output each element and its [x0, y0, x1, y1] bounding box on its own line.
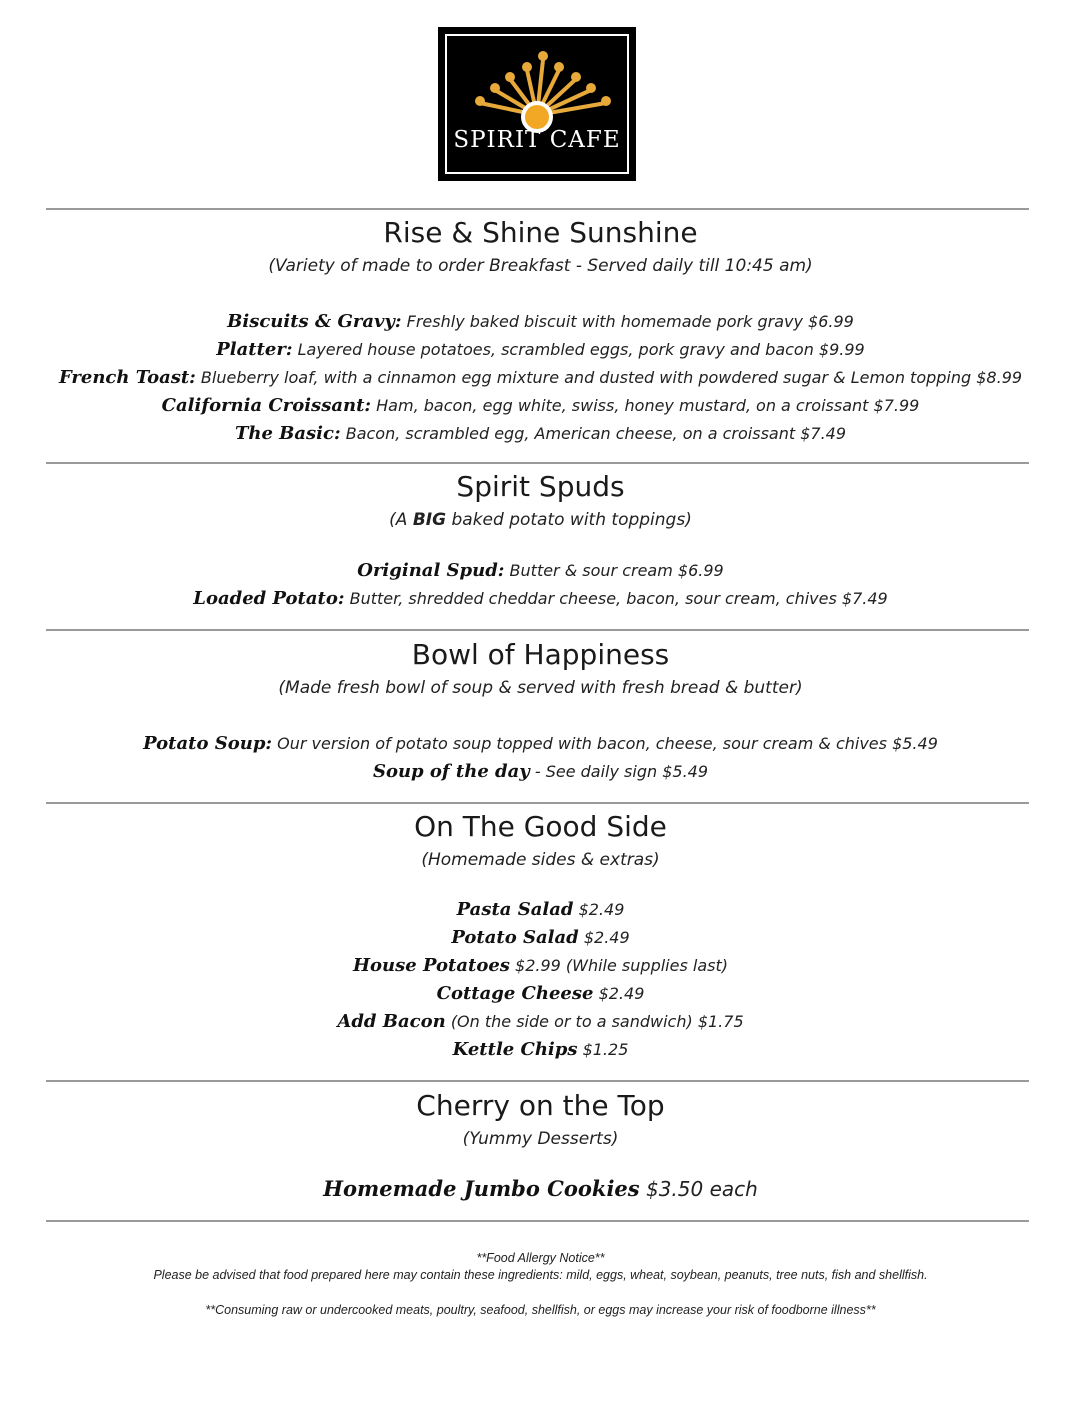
menu-item — [0, 983, 1081, 1004]
section-subtitle-sides: (Homemade sides & extras) — [421, 850, 660, 870]
section-title-desserts: Cherry on the Top — [416, 1089, 665, 1122]
section-title-spuds: Spirit Spuds — [456, 470, 625, 503]
section-subtitle-soup: (Made fresh bowl of soup & served with fresh bread & butter) — [278, 678, 803, 698]
item-desc: Freshly baked biscuit with homemade pork gravy $6.99 — [406, 312, 854, 331]
menu-item — [0, 1039, 1081, 1060]
item-desc: Ham, bacon, egg white, swiss, honey mustard, on a croissant $7.99 — [376, 396, 920, 415]
menu-item — [0, 761, 1081, 782]
item-name: Add Bacon — [337, 1011, 446, 1032]
item-desc: Bacon, scrambled egg, American cheese, on a croissant $7.49 — [345, 424, 847, 443]
section-title-sides: On The Good Side — [414, 810, 667, 843]
divider — [46, 802, 1029, 804]
section-subtitle-breakfast: (Variety of made to order Breakfast - Served daily till 10:45 am) — [268, 256, 813, 276]
menu-item — [0, 955, 1081, 976]
item-name: Pasta Salad — [456, 899, 574, 920]
menu-item — [0, 899, 1081, 920]
menu-item — [0, 311, 1081, 332]
menu-item — [0, 339, 1081, 360]
item-desc: Blueberry loaf, with a cinnamon egg mixture and dusted with powdered sugar & Lemon topping $8.99 — [200, 368, 1023, 387]
section-title-breakfast: Rise & Shine Sunshine — [383, 216, 698, 249]
item-desc: $1.25 — [582, 1040, 629, 1059]
section-subtitle-spuds — [0, 510, 1081, 530]
item-desc: Butter & sour cream $6.99 — [509, 561, 724, 580]
section-title-soup: Bowl of Happiness — [411, 638, 670, 671]
item-desc: Butter, shredded cheddar cheese, bacon, sour cream, chives $7.49 — [349, 589, 888, 608]
item-name: Potato Salad — [451, 927, 579, 948]
item-name: French Toast: — [58, 367, 196, 388]
menu-item — [0, 927, 1081, 948]
subtitle-emphasis: BIG — [412, 510, 447, 530]
item-desc: Layered house potatoes, scrambled eggs, pork gravy and bacon $9.99 — [297, 340, 865, 359]
item-name: Platter: — [216, 339, 293, 360]
item-desc: $3.50 each — [645, 1177, 758, 1201]
consumption-warning: **Consuming raw or undercooked meats, poultry, seafood, shellfish, or eggs may increase your risk of foodborne illness** — [205, 1303, 876, 1317]
menu-item — [0, 423, 1081, 444]
menu-item — [0, 395, 1081, 416]
item-desc: $2.49 — [578, 900, 625, 919]
menu-item — [0, 560, 1081, 581]
divider — [46, 1080, 1029, 1082]
subtitle-text: baked potato with toppings) — [446, 510, 692, 530]
menu-item — [0, 367, 1081, 388]
sunburst-icon — [438, 27, 636, 181]
item-desc: $2.99 (While supplies last) — [515, 956, 728, 975]
section-subtitle-desserts: (Yummy Desserts) — [462, 1129, 619, 1149]
item-name: Biscuits & Gravy: — [227, 311, 402, 332]
menu-item — [0, 588, 1081, 609]
item-desc: - See daily sign $5.49 — [534, 762, 709, 781]
subtitle-text: (A — [389, 510, 413, 530]
item-name: The Basic: — [234, 423, 341, 444]
divider — [46, 1220, 1029, 1222]
divider — [46, 462, 1029, 464]
allergy-notice-title: **Food Allergy Notice** — [476, 1251, 605, 1265]
item-name: California Croissant: — [161, 395, 372, 416]
menu-item — [0, 1176, 1081, 1201]
item-name: Potato Soup: — [143, 733, 273, 754]
item-desc: $2.49 — [583, 928, 630, 947]
item-name: Original Spud: — [357, 560, 505, 581]
divider — [46, 629, 1029, 631]
logo-text: SPIRIT CAFE — [453, 127, 621, 153]
item-name: House Potatoes — [353, 955, 510, 976]
item-name: Loaded Potato: — [193, 588, 345, 609]
menu-item — [0, 733, 1081, 754]
item-desc: (On the side or to a sandwich) $1.75 — [450, 1012, 744, 1031]
item-name: Homemade Jumbo Cookies — [323, 1176, 640, 1201]
item-name: Soup of the day — [372, 761, 530, 782]
spirit-cafe-logo — [438, 27, 636, 181]
menu-item — [0, 1011, 1081, 1032]
item-name: Cottage Cheese — [436, 983, 594, 1004]
item-desc: $2.49 — [598, 984, 645, 1003]
item-name: Kettle Chips — [452, 1039, 578, 1060]
item-desc: Our version of potato soup topped with bacon, cheese, sour cream & chives $5.49 — [277, 734, 938, 753]
divider — [46, 208, 1029, 210]
allergy-notice-text: Please be advised that food prepared here may contain these ingredients: mild, eggs, wheat, soybean, peanuts, tree nuts, fish and shellfish. — [153, 1268, 928, 1282]
